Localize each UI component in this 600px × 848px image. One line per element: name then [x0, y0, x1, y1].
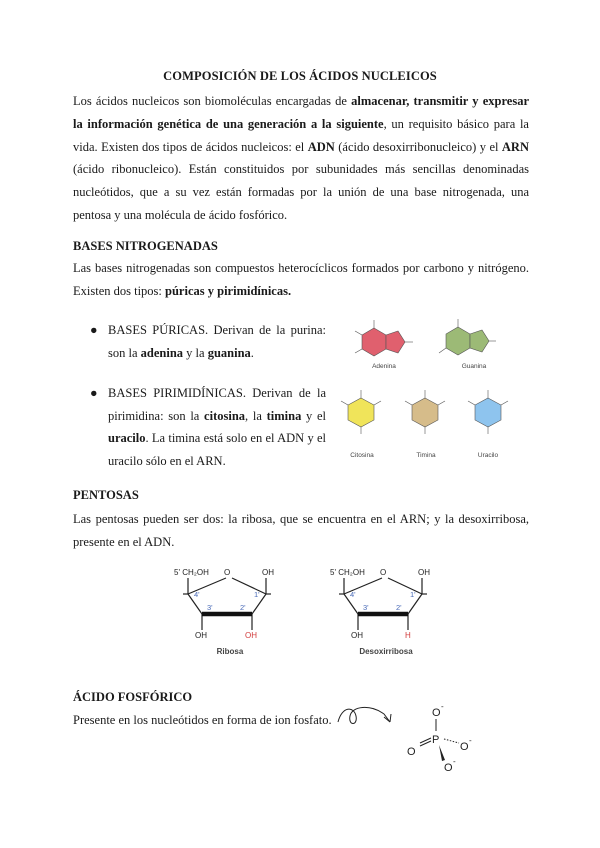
- ribosa-c5: 5' CH₂OH: [174, 568, 209, 577]
- label-adenina: Adenina: [372, 363, 396, 370]
- timina-hexagon: [412, 398, 438, 427]
- phosphate-charge-top: -: [441, 702, 444, 711]
- intro-paragraph: [73, 90, 529, 227]
- uracilo-molecule: [468, 390, 508, 434]
- phosphate-charge-bottom: -: [453, 757, 456, 766]
- label-citosina: Citosina: [350, 452, 374, 459]
- puricas-guanina: guanina: [207, 345, 251, 360]
- adenina-pentagon: [386, 331, 405, 353]
- page-title: COMPOSICIÓN DE LOS ÁCIDOS NUCLEICOS: [163, 69, 437, 83]
- ribosa-oh1: OH: [262, 568, 274, 577]
- pirim-t1: BASES PIRIMIDÍNICAS. Derivan de la pirimidina: son la: [108, 386, 326, 423]
- intro-text-3: (ácido desoxirribonucleico) y el: [334, 139, 502, 154]
- ribosa-label: Ribosa: [216, 647, 244, 656]
- intro-bold-1: almacenar, transmitir y expresar la información genética de una generación a la siguiente: [73, 94, 529, 131]
- ribosa-oh3: OH: [195, 631, 207, 640]
- ribosa-o: O: [224, 568, 231, 577]
- intro-bold-adn: ADN: [307, 139, 335, 154]
- bases-bold: púricas y pirimidínicas.: [165, 283, 292, 298]
- timina-molecule: [405, 390, 445, 434]
- desoxi-h2: H: [405, 631, 411, 640]
- citosina-hexagon: [348, 398, 374, 427]
- desoxi-c4: 4': [350, 590, 356, 599]
- phosphate-charge-right: -: [469, 736, 472, 745]
- heading-bases: BASES NITROGENADAS: [73, 239, 218, 253]
- desoxi-o: O: [380, 568, 387, 577]
- puricas-t1: BASES PÚRICAS. Derivan de la purina: son la: [108, 323, 326, 360]
- bullet-dot: ●: [90, 386, 98, 400]
- pirim-t3: y el: [301, 408, 327, 423]
- ribosa-c4: 4': [194, 590, 200, 599]
- curly-arrow-icon: [334, 700, 404, 736]
- phosphate-o-bottom: O: [444, 762, 453, 774]
- puricas-adenina: adenina: [140, 345, 184, 360]
- phosphate-p: P: [432, 734, 440, 746]
- puricas-t2: y la: [183, 345, 208, 360]
- bullet-dot: ●: [90, 323, 98, 337]
- pirimidinicas-text: [108, 382, 326, 472]
- adenina-molecule: [355, 320, 413, 356]
- pirim-citosina: citosina: [204, 408, 246, 423]
- heading-pentosas: PENTOSAS: [73, 488, 139, 502]
- desoxi-oh3: OH: [351, 631, 363, 640]
- citosina-molecule: [341, 390, 381, 434]
- desoxi-oh1: OH: [418, 568, 430, 577]
- intro-text-1: Los ácidos nucleicos son biomoléculas encargadas de: [73, 94, 352, 108]
- pirim-timina: timina: [266, 408, 302, 423]
- bases-diagram: [336, 312, 516, 462]
- label-guanina: Guanina: [461, 363, 487, 370]
- ribosa-c1: 1': [254, 590, 260, 599]
- phosphate-o-right: O: [460, 741, 469, 753]
- ribosa-diagram: [170, 560, 290, 660]
- label-timina: Timina: [416, 452, 436, 459]
- phosphate-o-top: O: [432, 707, 441, 719]
- heading-fosforico: ÁCIDO FOSFÓRICO: [73, 690, 193, 704]
- intro-text-4: (ácido ribonucleico). Están constituidos por subunidades más sencillas denominadas nucleótidos, que a su vez están formadas por la unión de una base nitrogenada, una pentosa y una molécula de ácido fosfórico.: [73, 162, 529, 222]
- phosphate-ion-diagram: [398, 700, 488, 776]
- ribosa-oh2: OH: [245, 631, 257, 640]
- ribosa-c3: 3': [207, 603, 213, 612]
- guanina-molecule: [439, 319, 496, 355]
- desoxi-label: Desoxirribosa: [359, 647, 413, 656]
- pentosas-paragraph: Las pentosas pueden ser dos: la ribosa, que se encuentra en el ARN; y la desoxirribosa, presente en el ADN.: [73, 512, 529, 549]
- phosphate-o-left: O: [407, 746, 416, 758]
- guanina-pentagon: [470, 330, 489, 352]
- pirim-t2: , la: [245, 408, 267, 423]
- adenina-hexagon: [362, 328, 386, 356]
- puricas-t3: .: [250, 345, 254, 360]
- uracilo-hexagon: [475, 398, 501, 427]
- desoxirribosa-diagram: [326, 560, 446, 660]
- desoxi-c5: 5' CH₂OH: [330, 568, 365, 577]
- guanina-hexagon: [446, 327, 470, 355]
- fosforico-paragraph: Presente en los nucleótidos en forma de ion fosfato.: [73, 713, 332, 727]
- intro-bold-arn: ARN: [501, 139, 529, 154]
- label-uracilo: Uracilo: [477, 452, 499, 459]
- desoxi-c1: 1': [410, 590, 416, 599]
- bases-paragraph: [73, 257, 529, 303]
- puricas-text: [108, 319, 326, 364]
- desoxi-c3: 3': [363, 603, 369, 612]
- pirim-uracilo: uracilo: [108, 431, 146, 445]
- ribosa-c2: 2': [240, 603, 246, 612]
- pirim-t4: . La timina está solo en el ADN y el uracilo sólo en el ARN.: [108, 431, 326, 468]
- bases-text: Las bases nitrogenadas son compuestos heterocíclicos formados por carbono y nitrógeno. Existen dos tipos:: [73, 261, 529, 298]
- desoxi-c2: 2': [396, 603, 402, 612]
- intro-text-2: , un requisito básico para la vida. Existen dos tipos de ácidos nucleicos: el: [73, 116, 529, 154]
